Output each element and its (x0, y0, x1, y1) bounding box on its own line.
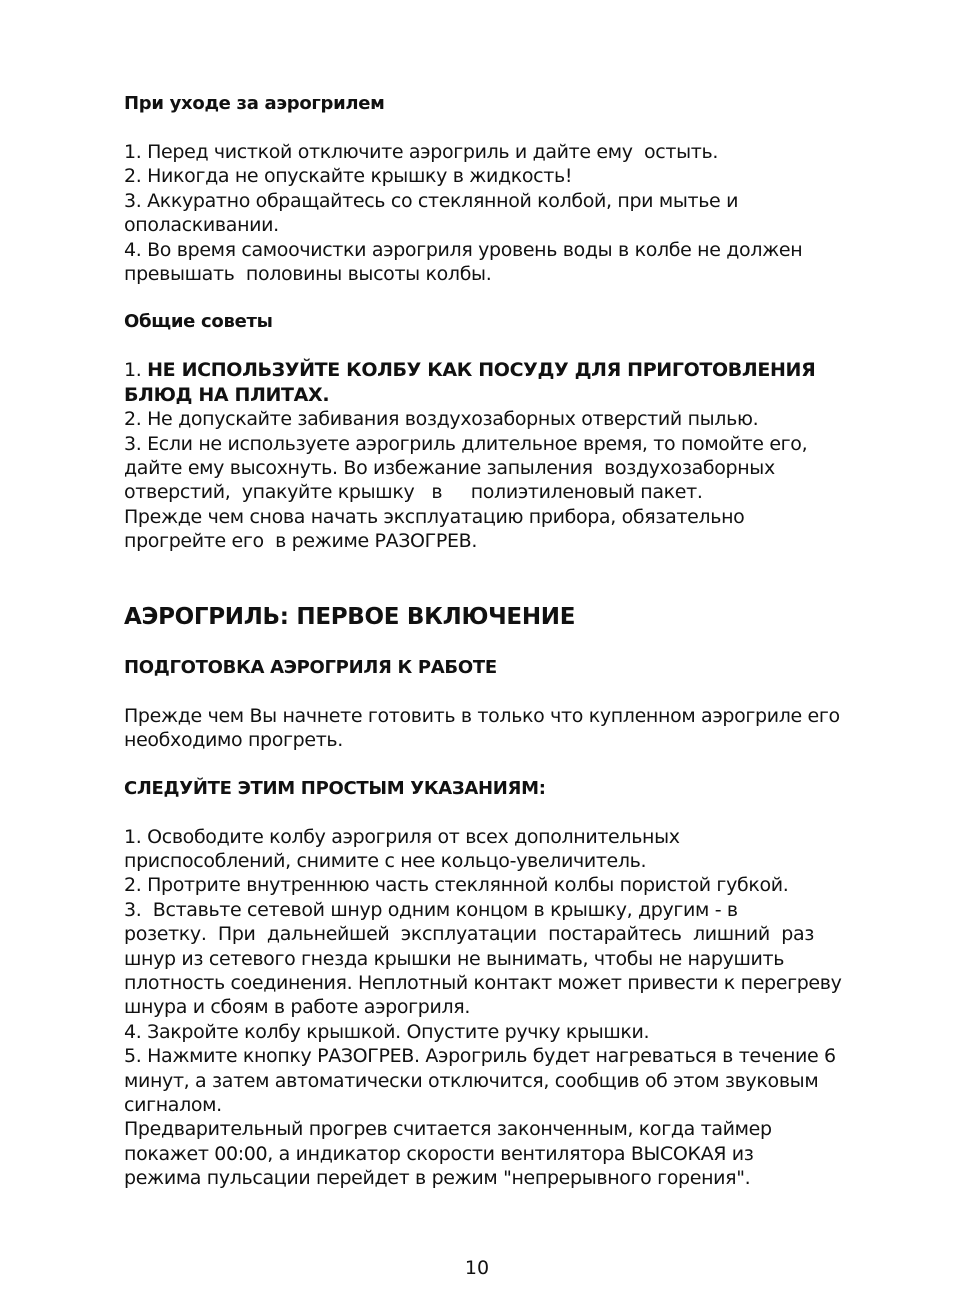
step-3: 3. Вставьте сетевой шнур одним концом в крышку, другим - в розетку. При дальнейшей эксплуатации постарайтесь лишний раз шнур из сетевого гнезда крышки не вынимать, чтобы не нарушить плотность соединения. Неплотный контакт может привести к перегреву шнура и сбоям в работе аэрогриля. (124, 898, 842, 1019)
tips-item-1-number: 1. (124, 359, 148, 382)
steps-heading: СЛЕДУЙТЕ ЭТИМ ПРОСТЫМ УКАЗАНИЯМ: (124, 777, 546, 799)
tips-item-1 (124, 358, 844, 407)
care-item-3: 3. Аккуратно обращайтесь со стеклянной колбой, при мытье и ополаскивании. (124, 189, 739, 237)
document-page (124, 92, 844, 1191)
step-1: 1. Освободите колбу аэрогриля от всех дополнительных приспособлений, снимите с нее кольцо-увеличитель. (124, 825, 680, 872)
step-4: 4. Закройте колбу крышкой. Опустите ручку крышки. (124, 1020, 650, 1043)
care-item-2: 2. Никогда не опускайте крышку в жидкость! (124, 165, 573, 188)
tips-item-2: 2. Не допускайте забивания воздухозаборных отверстий пылью. (124, 408, 759, 431)
first-start-title: АЭРОГРИЛЬ: ПЕРВОЕ ВКЛЮЧЕНИЕ (124, 603, 576, 630)
care-item-4: 4. Во время самоочистки аэрогриля уровень воды в колбе не должен превышать половины высоты колбы. (124, 238, 803, 286)
preparation-heading: ПОДГОТОВКА АЭРОГРИЛЯ К РАБОТЕ (124, 656, 497, 678)
tips-heading: Общие советы (124, 311, 273, 333)
step-5: 5. Нажмите кнопку РАЗОГРЕВ. Аэрогриль будет нагреваться в течение 6 минут, а затем автоматически отключится, сообщив об этом звуковым сигналом. (124, 1045, 836, 1116)
step-2: 2. Протрите внутреннюю часть стеклянной колбы пористой губкой. (124, 874, 789, 897)
care-heading: При уходе за аэрогрилем (124, 93, 385, 114)
tips-item-3: 3. Если не используете аэрогриль длительное время, то помойте его, дайте ему высохнуть. Во избежание запыления воздухозаборных отверстий, упакуйте крышку в полиэтиленовый пакет. Прежде чем снова начать эксплуатацию прибора, обязательно прогрейте его в режиме РАЗОГРЕВ. (124, 432, 808, 553)
preheat-note: Предварительный прогрев считается законченным, когда таймер покажет 00:00, а индикатор скорости вентилятора ВЫСОКАЯ из режима пульсации перейдет в режим "непрерывного горения". (124, 1118, 772, 1190)
preparation-intro: Прежде чем Вы начнете готовить в только что купленном аэрогриле его необходимо прогреть. (124, 704, 840, 752)
care-item-1: 1. Перед чисткой отключите аэрогриль и дайте ему остыть. (124, 141, 719, 163)
page-number: 10 (464, 1257, 490, 1279)
tips-item-1-warning: НЕ ИСПОЛЬЗУЙТЕ КОЛБУ КАК ПОСУДУ ДЛЯ ПРИГОТОВЛЕНИЯ БЛЮД НА ПЛИТАХ. (124, 359, 816, 406)
